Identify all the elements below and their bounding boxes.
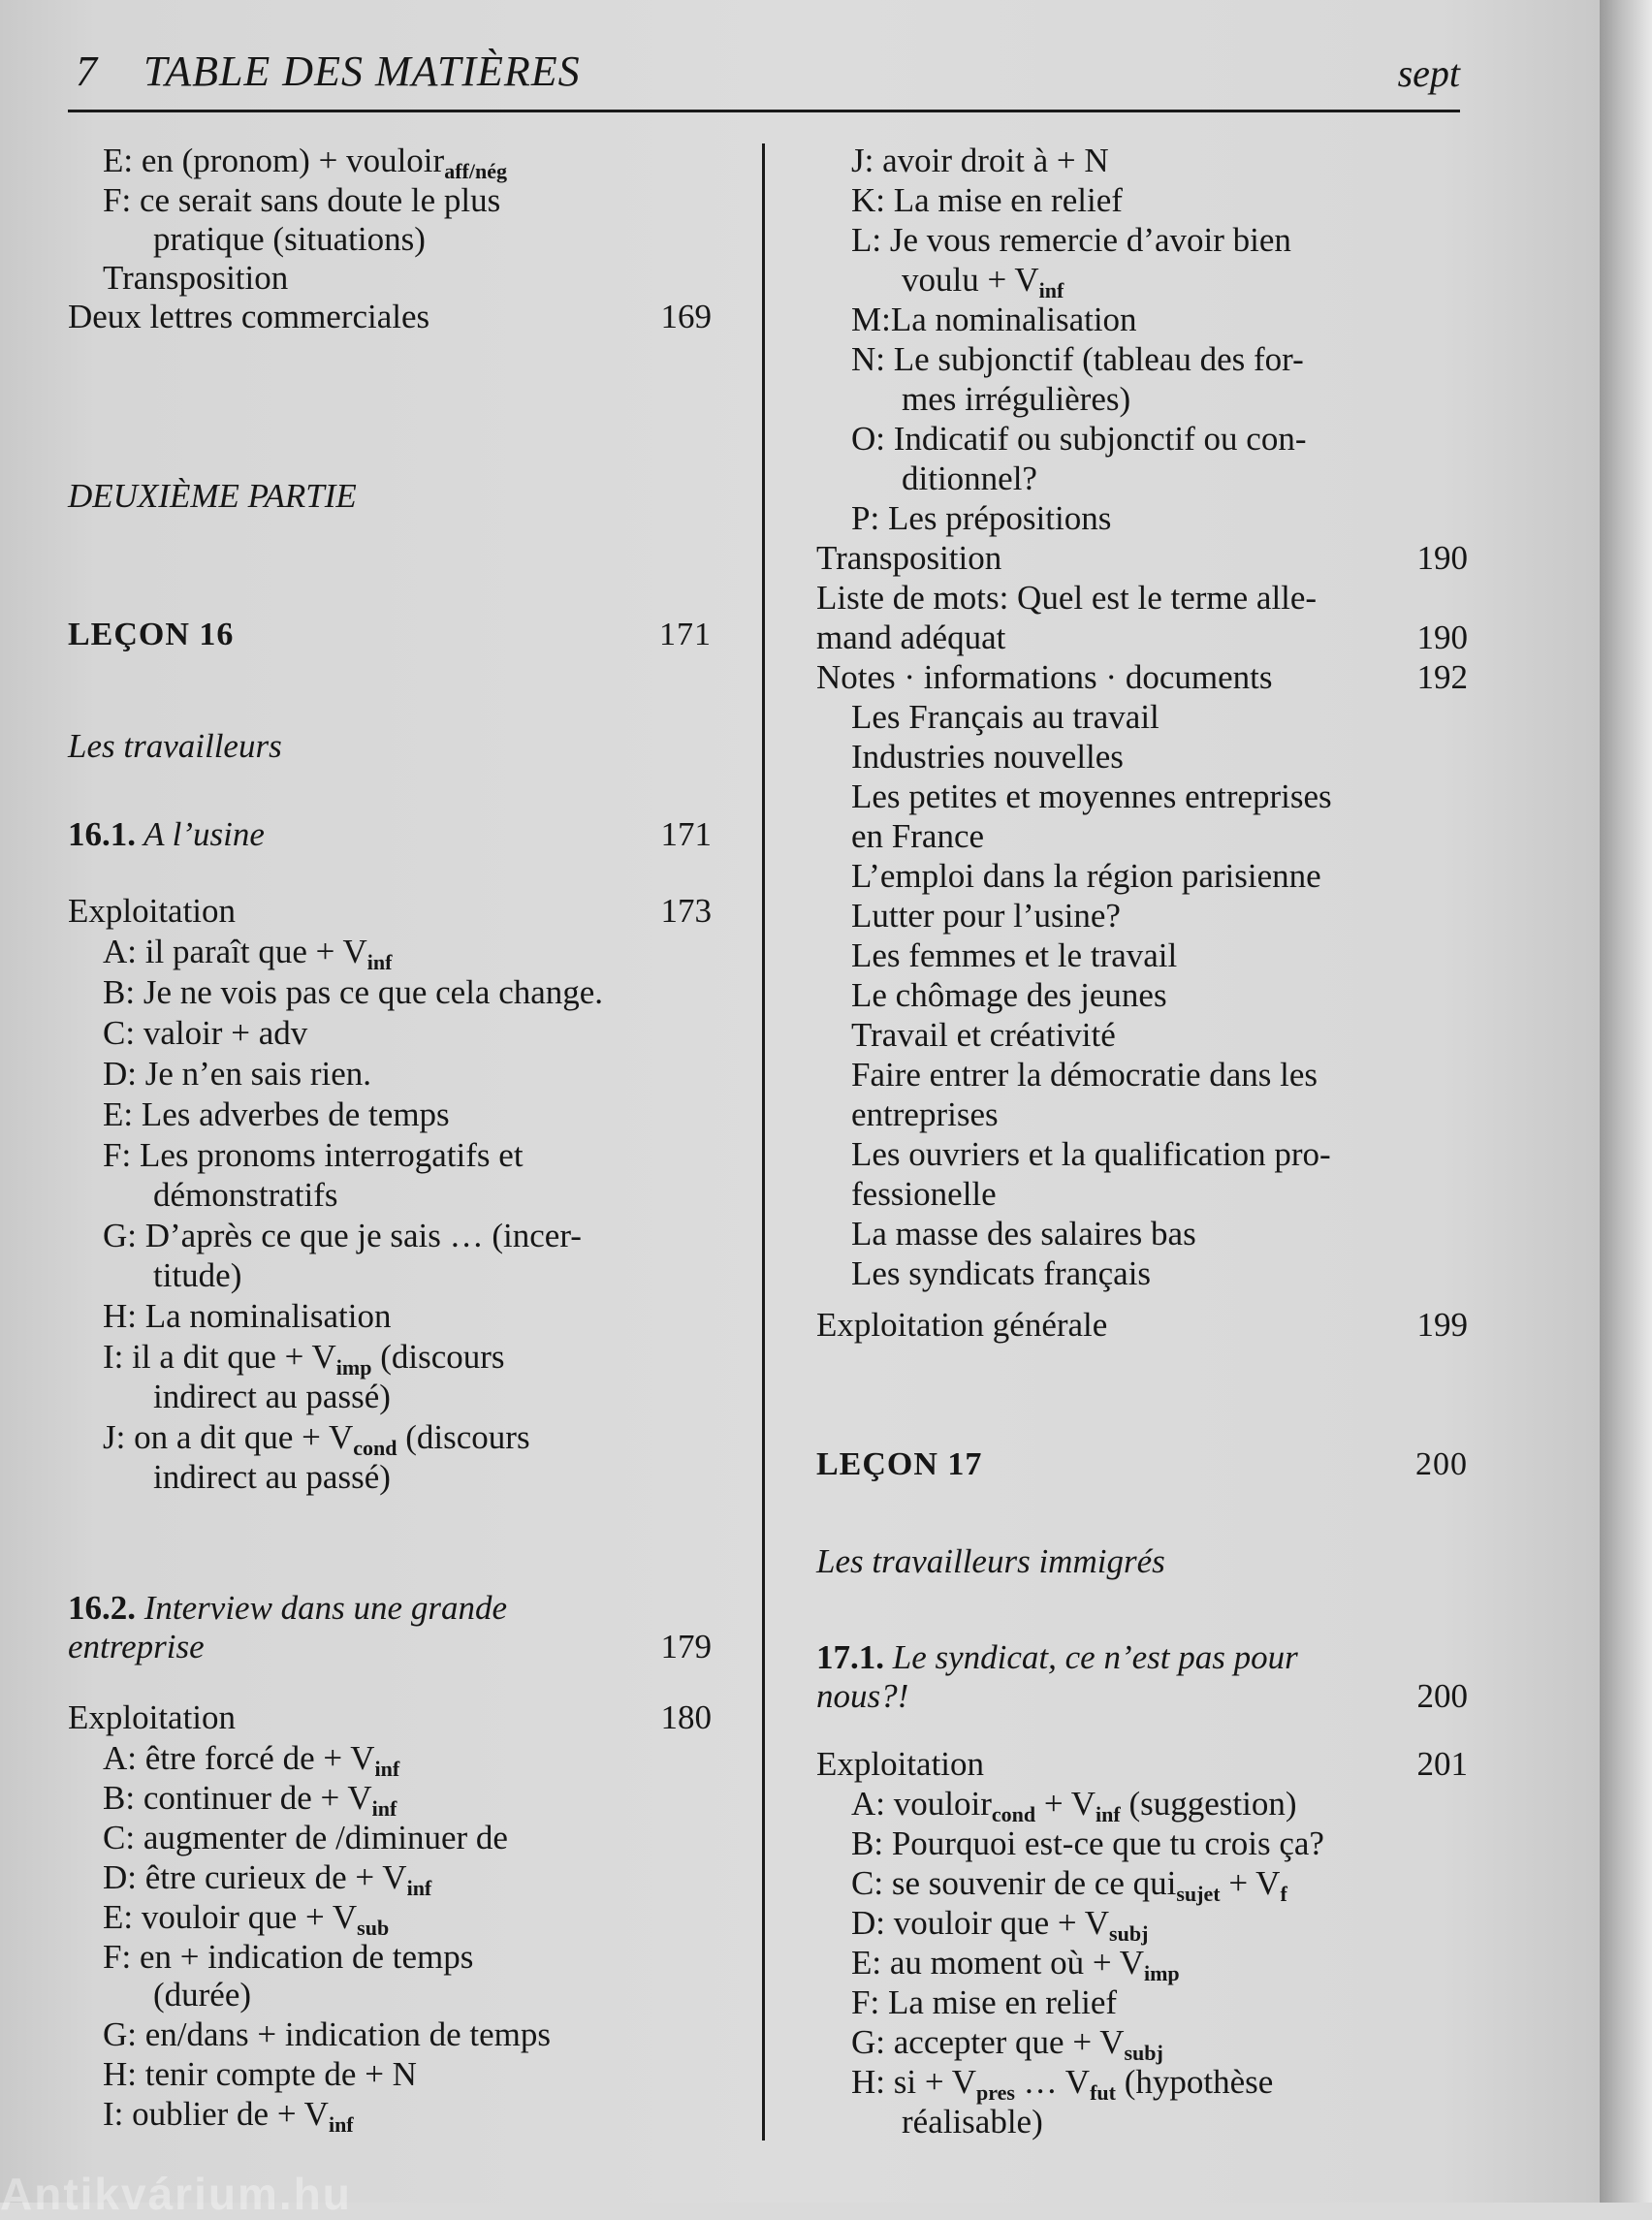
page-number-word: sept bbox=[1397, 51, 1460, 95]
page-number: 7 bbox=[76, 48, 97, 95]
toc-entry: A: vouloir$_{cond}$ + $V_{inf}$ (suggestion) bbox=[851, 1785, 1297, 1826]
toc-entry: Faire entrer la démocratie dans les bbox=[851, 1056, 1318, 1094]
toc-entry: Exploitation générale 199 bbox=[816, 1306, 1468, 1344]
toc-entry: G: accepter que + $V_{subj}$ bbox=[851, 2023, 1163, 2065]
page-ref: 171 bbox=[659, 617, 712, 652]
toc-entry: E: au moment où + $V_{imp}$ bbox=[851, 1944, 1180, 1985]
toc-entry: Transposition bbox=[103, 259, 289, 297]
toc-entry: Exploitation 173 bbox=[68, 892, 712, 930]
toc-entry-cont: indirect au passé) bbox=[153, 1378, 391, 1415]
lesson-theme: Les travailleurs immigrés bbox=[816, 1542, 1165, 1580]
page-ref: 190 bbox=[1416, 539, 1468, 577]
toc-entry: Exploitation 201 bbox=[816, 1745, 1468, 1783]
toc-entry-cont: indirect au passé) bbox=[153, 1458, 391, 1496]
toc-entry: D: vouloir que + $V_{subj}$ bbox=[851, 1904, 1149, 1946]
toc-entry-cont: fessionelle bbox=[851, 1175, 997, 1213]
toc-entry-cont: mes irrégulières) bbox=[902, 380, 1131, 418]
toc-entry: F: Les pronoms interrogatifs et bbox=[103, 1136, 524, 1174]
column-divider bbox=[762, 143, 765, 2141]
toc-entry: F: La mise en relief bbox=[851, 1983, 1118, 2021]
watermark: Antikvárium.hu bbox=[0, 2169, 352, 2219]
toc-entry: E: en (pronom) + vouloir$_{aff/nég}$ bbox=[103, 142, 507, 183]
toc-entry: F: en + indication de temps bbox=[103, 1938, 474, 1976]
toc-entry: G: en/dans + indication de temps bbox=[103, 2015, 552, 2053]
toc-entry: A: être forcé de + $V_{inf}$ bbox=[103, 1739, 400, 1781]
toc-entry: L: Je vous remercie d’avoir bien bbox=[851, 221, 1291, 259]
toc-entry: A: il paraît que + $V_{inf}$ bbox=[103, 933, 393, 974]
page-ref: 192 bbox=[1416, 658, 1468, 696]
toc-entry: O: Indicatif ou subjonctif ou con- bbox=[851, 420, 1307, 458]
section-heading: 16.2. Interview dans une grande bbox=[68, 1589, 507, 1627]
lesson-heading: LEÇON 17 200 bbox=[816, 1446, 1468, 1482]
toc-entry: Le chômage des jeunes bbox=[851, 976, 1167, 1014]
toc-entry: Liste de mots: Quel est le terme alle- bbox=[816, 579, 1318, 617]
toc-entry: D: être curieux de + $V_{inf}$ bbox=[103, 1858, 432, 1900]
page-ref: 179 bbox=[660, 1628, 712, 1665]
toc-entry-cont: (durée) bbox=[153, 1976, 252, 2014]
toc-entry-cont: ditionnel? bbox=[902, 460, 1037, 497]
section-heading: 17.1. Le syndicat, ce n’est pas pour bbox=[816, 1638, 1298, 1676]
page-ref: 190 bbox=[1416, 618, 1468, 656]
toc-entry: G: D’après ce que je sais … (incer- bbox=[103, 1217, 582, 1254]
toc-entry: I: oublier de + $V_{inf}$ bbox=[103, 2095, 354, 2137]
toc-entry: La masse des salaires bas bbox=[851, 1215, 1196, 1253]
toc-entry: Transposition 190 bbox=[816, 539, 1468, 577]
section-heading: 16.1. A l’usine 171 bbox=[68, 815, 712, 853]
toc-entry: Les petites et moyennes entreprises bbox=[851, 777, 1332, 815]
toc-entry: F: ce serait sans doute le plus bbox=[103, 181, 501, 219]
toc-entry: B: Je ne vois pas ce que cela change. bbox=[103, 973, 604, 1011]
toc-entry: E: vouloir que + $V_{sub}$ bbox=[103, 1898, 390, 1940]
toc-entry-cont: mand adéquat 190 bbox=[816, 618, 1468, 656]
page-ref: 200 bbox=[1415, 1446, 1468, 1482]
toc-entry: P: Les prépositions bbox=[851, 499, 1112, 537]
toc-entry: Les syndicats français bbox=[851, 1254, 1152, 1292]
toc-entry: E: Les adverbes de temps bbox=[103, 1095, 450, 1133]
toc-entry: Travail et créativité bbox=[851, 1016, 1116, 1054]
toc-entry-cont: démonstratifs bbox=[153, 1176, 338, 1214]
page-ref: 173 bbox=[660, 892, 712, 930]
toc-entry: L’emploi dans la région parisienne bbox=[851, 857, 1321, 895]
toc-entry: B: continuer de + $V_{inf}$ bbox=[103, 1779, 397, 1821]
toc-entry-cont: en France bbox=[851, 817, 985, 855]
toc-entry: Les Français au travail bbox=[851, 698, 1160, 736]
toc-entry: Exploitation 180 bbox=[68, 1698, 712, 1736]
toc-entry: J: on a dit que + $V_{cond}$ (discours bbox=[103, 1418, 530, 1460]
toc-entry: Notes · informations · documents 192 bbox=[816, 658, 1468, 696]
toc-entry: B: Pourquoi est-ce que tu crois ça? bbox=[851, 1824, 1324, 1862]
page-ref: 169 bbox=[660, 298, 712, 335]
toc-entry: H: La nominalisation bbox=[103, 1297, 392, 1335]
page-edge-shadow bbox=[1600, 0, 1652, 2203]
page-ref: 171 bbox=[660, 815, 712, 853]
page-ref: 180 bbox=[660, 1698, 712, 1736]
toc-entry-cont: entreprises bbox=[851, 1095, 999, 1133]
part-heading: DEUXIÈME PARTIE bbox=[68, 477, 357, 515]
toc-entry-cont: pratique (situations) bbox=[153, 220, 426, 258]
toc-entry: H: tenir compte de + N bbox=[103, 2055, 417, 2093]
toc-entry: J: avoir droit à + N bbox=[851, 142, 1109, 179]
page-header bbox=[68, 47, 1460, 107]
page-ref: 199 bbox=[1416, 1306, 1468, 1344]
toc-entry: K: La mise en relief bbox=[851, 181, 1123, 219]
toc-entry: Industries nouvelles bbox=[851, 738, 1124, 776]
toc-entry: Les ouvriers et la qualification pro- bbox=[851, 1135, 1331, 1173]
lesson-heading: LEÇON 16 171 bbox=[68, 617, 712, 652]
section-heading-cont: entreprise 179 bbox=[68, 1628, 712, 1665]
page-title: TABLE DES MATIÈRES bbox=[143, 48, 581, 95]
toc-entry: N: Le subjonctif (tableau des for- bbox=[851, 340, 1304, 378]
toc-entry: Les femmes et le travail bbox=[851, 936, 1178, 974]
toc-entry: H: si + $V_{pres}$ … $V_{fut}$ (hypothèse bbox=[851, 2063, 1274, 2105]
toc-entry: C: valoir + adv bbox=[103, 1014, 308, 1052]
toc-entry: Deux lettres commerciales 169 bbox=[68, 298, 712, 335]
section-heading-cont: nous?! 200 bbox=[816, 1677, 1468, 1715]
toc-entry: D: Je n’en sais rien. bbox=[103, 1055, 372, 1093]
toc-entry: C: se souvenir de ce $qui_{sujet} + V_f$ bbox=[851, 1864, 1287, 1906]
header-rule bbox=[68, 110, 1460, 112]
page-ref: 200 bbox=[1416, 1677, 1468, 1715]
toc-entry: I: il a dit que + $V_{imp}$ (discours bbox=[103, 1338, 505, 1380]
lesson-theme: Les travailleurs bbox=[68, 727, 282, 765]
toc-entry: Lutter pour l’usine? bbox=[851, 897, 1121, 935]
page-ref: 201 bbox=[1416, 1745, 1468, 1783]
toc-entry-cont: titude) bbox=[153, 1256, 242, 1294]
toc-entry-cont: réalisable) bbox=[902, 2103, 1043, 2141]
toc-entry: M:La nominalisation bbox=[851, 301, 1137, 338]
toc-entry-cont: voulu + $V_{inf}$ bbox=[902, 261, 1064, 302]
toc-entry: C: augmenter de /diminuer de bbox=[103, 1819, 508, 1856]
